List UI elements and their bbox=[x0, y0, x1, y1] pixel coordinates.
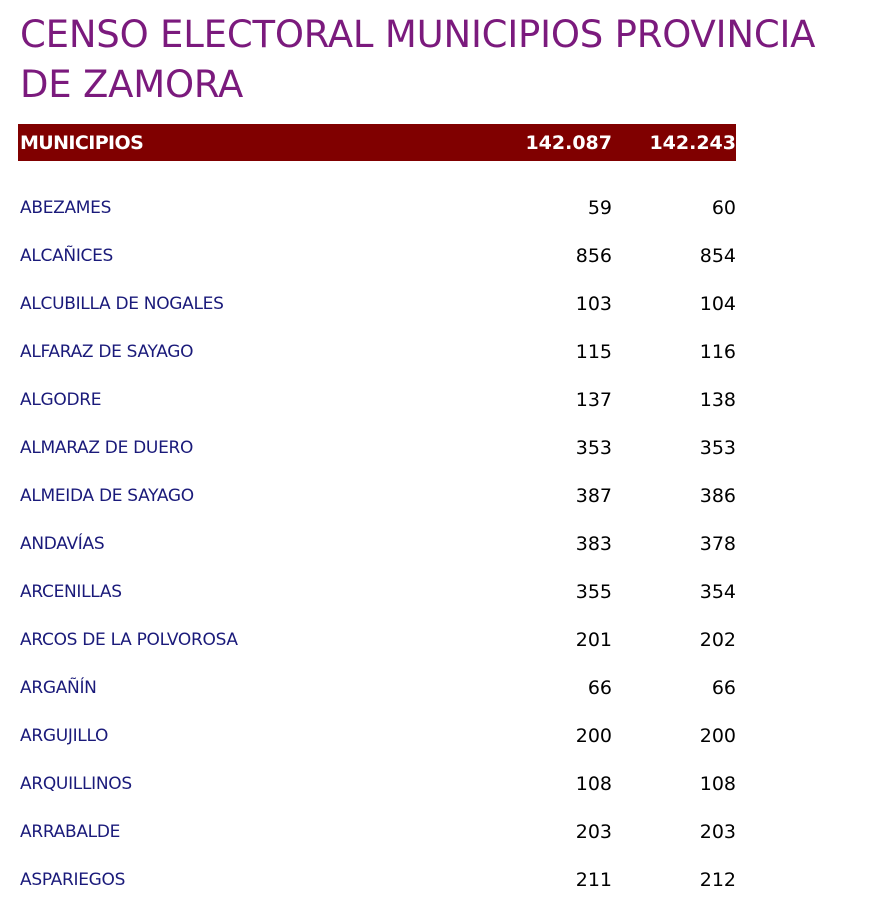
municipio-name: ARGUJILLO bbox=[20, 726, 109, 746]
census-value-2: 108 bbox=[699, 773, 736, 795]
census-value-2: 60 bbox=[711, 197, 736, 219]
table-row bbox=[18, 616, 736, 664]
table-header-row bbox=[18, 124, 736, 161]
census-value-2: 66 bbox=[711, 677, 736, 699]
table-row bbox=[18, 760, 736, 808]
header-municipios: MUNICIPIOS bbox=[20, 131, 144, 154]
census-value-2: 202 bbox=[699, 629, 736, 651]
table-row bbox=[18, 232, 736, 280]
census-value-2: 116 bbox=[699, 341, 736, 363]
census-table bbox=[18, 124, 736, 891]
table-row bbox=[18, 472, 736, 520]
census-value-1: 211 bbox=[575, 869, 612, 891]
municipio-name: ALCAÑICES bbox=[20, 246, 114, 266]
table-row bbox=[18, 376, 736, 424]
census-value-1: 200 bbox=[575, 725, 612, 747]
municipio-name: ARRABALDE bbox=[20, 822, 121, 842]
municipio-name: ALMEIDA DE SAYAGO bbox=[20, 486, 194, 506]
municipio-name: ARGAÑÍN bbox=[20, 678, 97, 698]
census-value-2: 353 bbox=[699, 437, 736, 459]
census-value-2: 104 bbox=[699, 293, 736, 315]
municipio-name: ABEZAMES bbox=[20, 198, 112, 218]
census-value-2: 138 bbox=[699, 389, 736, 411]
table-row bbox=[18, 280, 736, 328]
census-value-1: 137 bbox=[575, 389, 612, 411]
census-value-2: 386 bbox=[699, 485, 736, 507]
municipio-name: ALGODRE bbox=[20, 390, 102, 410]
census-value-1: 59 bbox=[587, 197, 612, 219]
table-row bbox=[18, 424, 736, 472]
municipio-name: ARCENILLAS bbox=[20, 582, 122, 602]
table-body bbox=[18, 184, 736, 904]
census-value-1: 103 bbox=[575, 293, 612, 315]
census-value-2: 203 bbox=[699, 821, 736, 843]
census-value-1: 353 bbox=[575, 437, 612, 459]
census-value-1: 383 bbox=[575, 533, 612, 555]
census-value-1: 203 bbox=[575, 821, 612, 843]
census-value-1: 66 bbox=[587, 677, 612, 699]
census-value-2: 378 bbox=[699, 533, 736, 555]
table-row bbox=[18, 520, 736, 568]
municipio-name: ANDAVÍAS bbox=[20, 534, 105, 554]
municipio-name: ARCOS DE LA POLVOROSA bbox=[20, 630, 238, 650]
table-row bbox=[18, 664, 736, 712]
municipio-name: ASPARIEGOS bbox=[20, 870, 126, 890]
municipio-name: ALCUBILLA DE NOGALES bbox=[20, 294, 224, 314]
census-value-1: 115 bbox=[575, 341, 612, 363]
census-value-1: 355 bbox=[575, 581, 612, 603]
census-value-1: 201 bbox=[575, 629, 612, 651]
municipio-name: ARQUILLINOS bbox=[20, 774, 132, 794]
table-row bbox=[18, 328, 736, 376]
census-value-2: 354 bbox=[699, 581, 736, 603]
census-value-2: 854 bbox=[699, 245, 736, 267]
census-value-1: 108 bbox=[575, 773, 612, 795]
municipio-name: ALFARAZ DE SAYAGO bbox=[20, 342, 194, 362]
census-value-1: 856 bbox=[575, 245, 612, 267]
table-row bbox=[18, 568, 736, 616]
census-value-2: 200 bbox=[699, 725, 736, 747]
page-title: CENSO ELECTORAL MUNICIPIOS PROVINCIA DE ZAMORA bbox=[20, 13, 816, 106]
table-row bbox=[18, 808, 736, 856]
census-value-2: 212 bbox=[699, 869, 736, 891]
table-row bbox=[18, 856, 736, 904]
header-total-1: 142.087 bbox=[525, 131, 612, 154]
header-total-2: 142.243 bbox=[649, 131, 736, 154]
table-row bbox=[18, 184, 736, 232]
census-value-1: 387 bbox=[575, 485, 612, 507]
municipio-name: ALMARAZ DE DUERO bbox=[20, 438, 194, 458]
table-row bbox=[18, 712, 736, 760]
